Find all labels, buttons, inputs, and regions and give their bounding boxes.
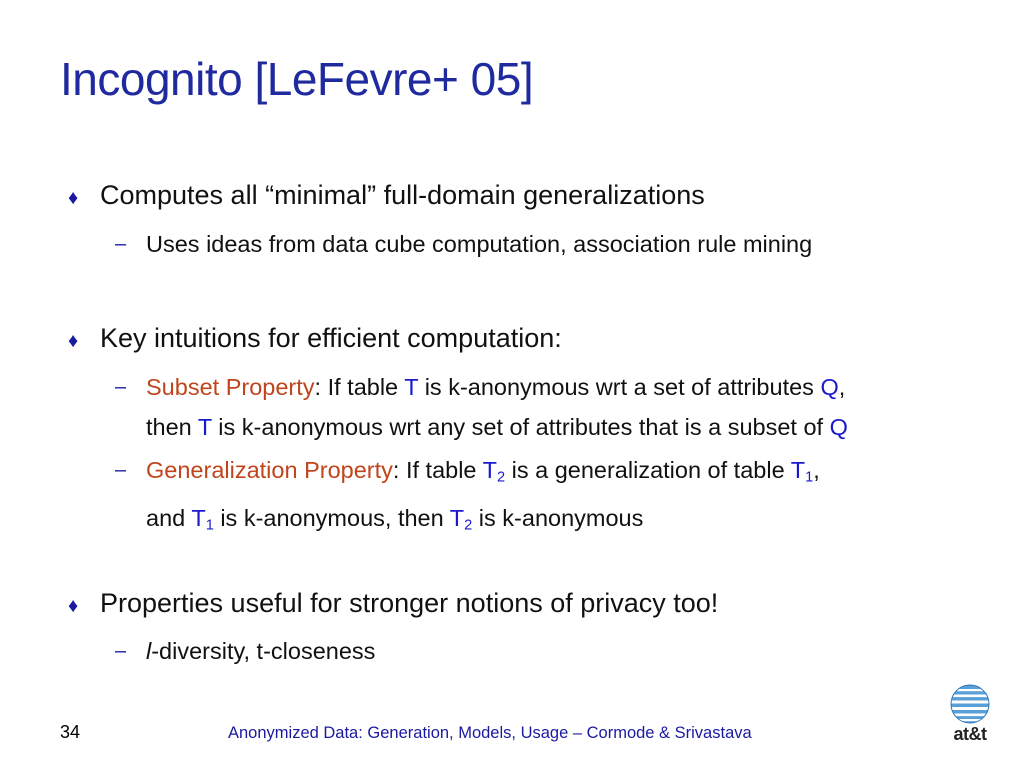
bullet-2-text: Key intuitions for efficient computation: (100, 323, 562, 353)
var-letter: T (482, 457, 497, 483)
var-letter: T (191, 504, 206, 531)
diamond-bullet-icon: ♦ (68, 595, 79, 617)
text-fragment: , (838, 374, 846, 400)
var-Q: Q (829, 414, 848, 440)
text-fragment: is a generalization of table (505, 457, 791, 483)
sub-bullet-1-1 (115, 224, 812, 264)
text-fragment: is k-anonymous wrt a set of attributes (418, 374, 821, 400)
att-logo (943, 684, 997, 745)
bullet-2 (68, 323, 562, 354)
text-fragment: : If table (392, 457, 483, 483)
page-number: 34 (60, 722, 81, 742)
bullet-3 (68, 588, 718, 619)
var-Q: Q (820, 374, 839, 400)
var-T1 (790, 457, 814, 486)
sub-bullet-text (146, 631, 375, 671)
subset-property-label: Subset Property (146, 374, 315, 400)
text-fragment: -diversity, t-closeness (151, 638, 376, 664)
sub-bullet-2-1 (115, 367, 848, 447)
text-fragment: : If table (314, 374, 405, 400)
dash-bullet-icon: – (115, 233, 127, 255)
var-T: T (404, 374, 419, 400)
diamond-bullet-icon: ♦ (68, 330, 79, 352)
text-fragment: is k-anonymous wrt any set of attributes that is a subset of (211, 414, 830, 440)
dash-bullet-icon: – (115, 376, 127, 398)
var-letter: T (449, 504, 465, 531)
att-logo-text: at&t (953, 724, 987, 744)
sub-bullet-text (146, 450, 820, 545)
dash-bullet-icon: – (115, 640, 127, 662)
text-fragment: is k-anonymous (472, 504, 644, 531)
diamond-bullet-icon: ♦ (68, 187, 79, 209)
var-subscript: 1 (805, 469, 814, 486)
italic-l: l (146, 638, 152, 664)
var-subscript: 2 (464, 517, 473, 534)
text-fragment: , (813, 457, 820, 483)
text-fragment: then (146, 414, 198, 440)
bullet-1 (68, 180, 705, 211)
generalization-property-label: Generalization Property (146, 457, 393, 483)
sub-bullet-3-1 (115, 631, 375, 671)
bullet-1-text: Computes all “minimal” full-domain generalizations (100, 180, 705, 210)
sub-bullet-text: Uses ideas from data cube computation, association rule mining (146, 231, 813, 257)
sub-bullet-text (146, 367, 848, 447)
slide-title: Incognito [LeFevre+ 05] (60, 53, 534, 105)
sub-bullet-2-2 (115, 450, 820, 545)
var-T: T (197, 414, 212, 440)
var-subscript: 1 (205, 517, 214, 534)
var-letter: T (790, 457, 806, 483)
footer-text: Anonymized Data: Generation, Models, Usage – Cormode & Srivastava (228, 724, 752, 742)
var-T2 (449, 504, 473, 534)
var-T1 (191, 504, 214, 534)
dash-bullet-icon: – (115, 459, 127, 481)
var-subscript: 2 (496, 469, 506, 486)
text-fragment: and (146, 504, 192, 531)
bullet-3-text: Properties useful for stronger notions of privacy too! (100, 588, 719, 618)
att-globe-icon (950, 684, 990, 724)
var-T2 (482, 457, 506, 486)
text-fragment: is k-anonymous, then (213, 504, 450, 531)
